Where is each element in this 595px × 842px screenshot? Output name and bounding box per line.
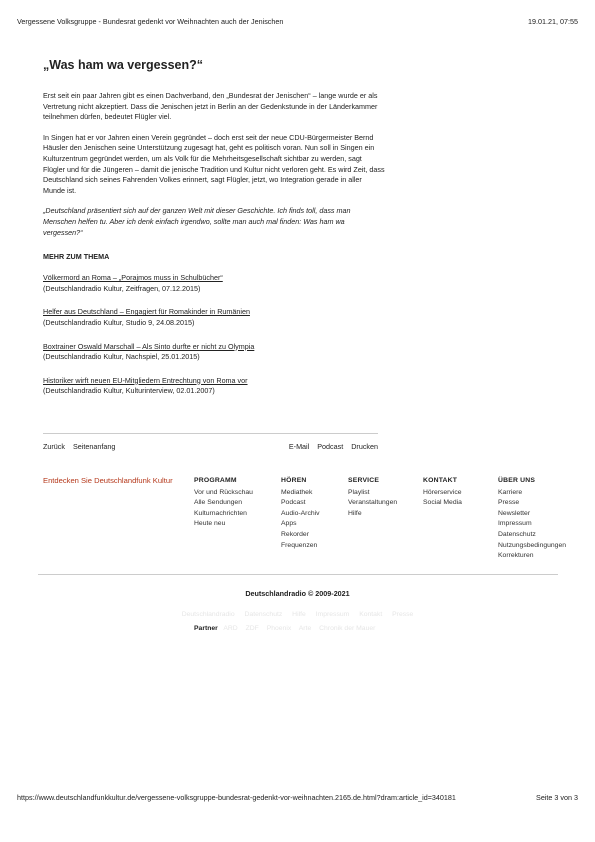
print-page-number: Seite 3 von 3	[536, 793, 578, 802]
divider	[38, 574, 558, 575]
footer-link[interactable]: Datenschutz	[498, 530, 536, 538]
footer-column-heading: ÜBER UNS	[498, 477, 536, 484]
footer-link[interactable]: Heute neu	[194, 520, 226, 528]
page-top-link[interactable]: Seitenanfang	[72, 442, 116, 451]
footer-column-heading: KONTAKT	[423, 477, 458, 484]
related-article	[43, 342, 385, 363]
article-quote: „Deutschland präsentiert sich auf der ganzen Welt mit dieser Geschichte. Ich finds toll, dass man Menschen helfen tu. Aber ich denk einfach irgendwo, sollte man auch mal finden: Was ham wa vergessen?“	[43, 206, 351, 237]
footer-legal-link[interactable]: Impressum	[315, 611, 350, 618]
related-article-link[interactable]: Helfer aus Deutschland – Engagiert für Romakinder in Rumänien	[43, 307, 250, 317]
back-link[interactable]: Zurück	[43, 442, 65, 451]
related-article	[43, 273, 385, 294]
footer-link[interactable]: Hilfe	[348, 509, 362, 517]
footer-link[interactable]: Impressum	[498, 520, 532, 528]
partner-label: Partner	[194, 625, 218, 632]
footer-link[interactable]: Apps	[281, 520, 297, 528]
related-article-link[interactable]: Boxtrainer Oswald Marschall – Als Sinto durfte er nicht zu Olympia	[43, 341, 255, 351]
footer-column-heading: PROGRAMM	[194, 477, 237, 484]
article-paragraph: In Singen hat er vor Jahren einen Verein gegründet – doch erst seit der neue CDU-Bürgermeister Bernd Häusler den Jenischen seine Unterstützung zugesagt hat, geht es politisch voran. Nun soll in Singen ein Kulturzentrum gegründet werden, um als Volk für die Mehrheitsgesellschaft sichtbar zu werden, sagt Flügler und für die Jüngeren – damit die jenische Tradition und Kultur nicht verloren geht. Es wird Zeit, dass Deutschland sich seines Fahrenden Volkes erinnert, sagt Flügler, jetzt, wo Integration gerade in aller Munde ist.	[43, 132, 385, 195]
footer-link[interactable]: Veranstaltungen	[348, 499, 398, 507]
footer-link[interactable]: Podcast	[281, 499, 306, 507]
related-article-link[interactable]: Völkermord an Roma – „Porajmos muss in Schulbücher“	[43, 273, 223, 283]
podcast-link[interactable]: Podcast	[317, 442, 344, 451]
related-article-source: (Deutschlandradio Kultur, Zeitfragen, 07.12.2015)	[43, 283, 201, 293]
related-article-source: (Deutschlandradio Kultur, Kulturinterview, 02.01.2007)	[43, 386, 215, 396]
print-datetime: 19.01.21, 07:55	[528, 17, 578, 26]
footer-column-heading: HÖREN	[281, 477, 307, 484]
footer-legal-link[interactable]: Hilfe	[292, 611, 306, 618]
footer-legal-link[interactable]: Datenschutz	[244, 611, 283, 618]
footer-link[interactable]: Karriere	[498, 488, 523, 496]
print-footer	[17, 793, 578, 802]
page-nav-links	[43, 442, 121, 451]
partner-link[interactable]: ARD	[223, 625, 238, 632]
more-on-topic-heading: MEHR ZUM THEMA	[43, 252, 110, 262]
related-article-link[interactable]: Historiker wirft neuen EU-Mitgliedern Entrechtung von Roma vor	[43, 375, 248, 385]
partner-link[interactable]: Phoenix	[266, 625, 292, 632]
footer-link[interactable]: Nutzungsbedingungen	[498, 541, 567, 549]
footer-legal-links	[0, 611, 595, 618]
footer-link[interactable]: Presse	[498, 499, 520, 507]
print-page-title: Vergessene Volksgruppe - Bundesrat gedenkt vor Weihnachten auch der Jenischen	[17, 17, 284, 26]
divider	[43, 433, 378, 434]
copyright: Deutschlandradio © 2009-2021	[245, 589, 350, 598]
print-link[interactable]: Drucken	[351, 442, 378, 451]
discover-deutschlandfunk-kultur[interactable]: Entdecken Sie Deutschlandfunk Kultur	[43, 476, 173, 485]
email-link[interactable]: E-Mail	[288, 442, 310, 451]
article-content	[43, 58, 385, 410]
footer-link[interactable]: Kulturnachrichten	[194, 509, 247, 517]
footer-link[interactable]: Hörerservice	[423, 488, 462, 496]
article-paragraph: Erst seit ein paar Jahren gibt es einen Dachverband, den „Bundesrat der Jenischen“ – lange wurde er als Vertretung nicht akzeptiert. Dass die Jenischen jetzt in Berlin an der Gedenkstunde in der Länderkammer teilnehmen dürfen, bedeutet Flügler viel.	[43, 91, 378, 122]
partner-link[interactable]: ZDF	[245, 625, 259, 632]
footer-column-service	[348, 476, 423, 562]
footer-link[interactable]: Korrekturen	[498, 552, 534, 560]
related-article	[43, 307, 385, 328]
share-links	[283, 442, 378, 451]
footer-link[interactable]: Newsletter	[498, 509, 531, 517]
footer-link[interactable]: Playlist	[348, 488, 370, 496]
partner-link[interactable]: Arte	[298, 625, 312, 632]
partner-links	[194, 625, 381, 632]
related-article-source: (Deutschlandradio Kultur, Studio 9, 24.08.2015)	[43, 317, 195, 327]
related-article-source: (Deutschlandradio Kultur, Nachspiel, 25.01.2015)	[43, 352, 200, 362]
related-article	[43, 376, 385, 397]
footer-legal-link[interactable]: Deutschlandradio	[181, 611, 235, 618]
article-bottom-nav	[43, 442, 378, 451]
footer-column-programm	[194, 476, 281, 562]
footer-link[interactable]: Audio-Archiv	[281, 509, 320, 517]
footer-column-hoeren	[281, 476, 348, 562]
footer-column-heading: SERVICE	[348, 477, 380, 484]
footer-link[interactable]: Mediathek	[281, 488, 313, 496]
footer-link[interactable]: Rekorder	[281, 530, 309, 538]
partner-link[interactable]: Chronik der Mauer	[319, 625, 376, 632]
footer-column-kontakt	[423, 476, 498, 562]
article-subheadline: „Was ham wa vergessen?“	[43, 58, 204, 72]
footer-link[interactable]: Vor und Rückschau	[194, 488, 253, 496]
footer-column-ueber-uns	[498, 476, 583, 562]
footer-link[interactable]: Social Media	[423, 499, 462, 507]
footer-legal-link[interactable]: Presse	[392, 611, 414, 618]
print-url: https://www.deutschlandfunkkultur.de/vergessene-volksgruppe-bundesrat-gedenkt-vor-weihnachten.2165.de.html?dram:article_id=340181	[17, 793, 456, 802]
footer-link[interactable]: Alle Sendungen	[194, 499, 242, 507]
footer-columns	[194, 476, 583, 562]
footer-link[interactable]: Frequenzen	[281, 541, 318, 549]
print-header	[17, 17, 578, 26]
footer-legal-link[interactable]: Kontakt	[359, 611, 383, 618]
